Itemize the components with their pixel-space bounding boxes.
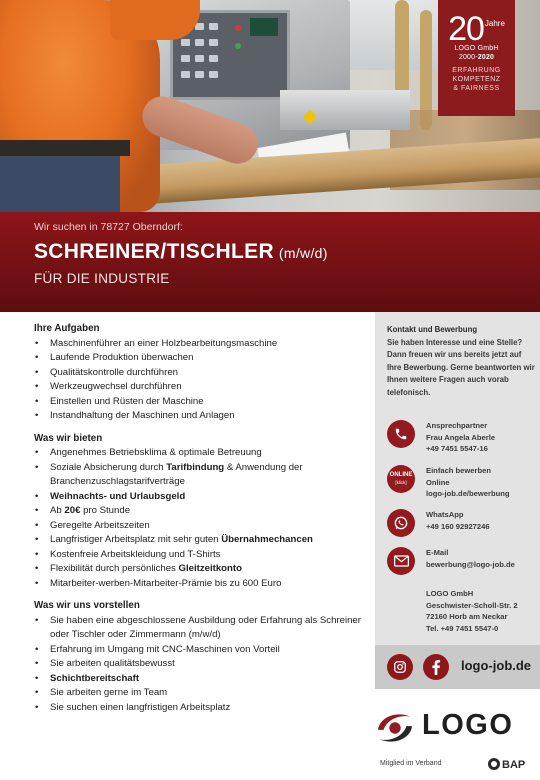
- list-item: • Weihnachts- und Urlaubsgeld: [34, 490, 364, 505]
- anniversary-number: 20: [448, 10, 484, 48]
- address-company: LOGO GmbH: [426, 589, 474, 598]
- list-item: • Maschinenführer an einer Holzbearbeitungsmaschine: [34, 337, 364, 352]
- list-item: • Sie haben eine abgeschlossene Ausbildung oder Erfahrung als Schreiner oder Tischler oder Zimmermann (m/w/d): [34, 614, 364, 643]
- list-item: • Erfahrung im Umgang mit CNC-Maschinen von Vorteil: [34, 643, 364, 658]
- list-item: • Werkzeugwechsel durchführen: [34, 380, 364, 395]
- job-subtitle: FÜR DIE INDUSTRIE: [34, 271, 170, 286]
- anniversary-company: LOGO GmbH: [454, 45, 499, 52]
- address-city: 72160 Horb am Neckar: [426, 612, 508, 621]
- whatsapp-icon: [387, 509, 415, 537]
- list-item: • Kostenfreie Arbeitskleidung und T-Shirts: [34, 548, 364, 563]
- list-item: • Langfristiger Arbeitsplatz mit sehr guten Übernahmechancen: [34, 533, 364, 548]
- anniversary-jahre: Jahre: [484, 19, 505, 28]
- mail-icon: [387, 547, 415, 575]
- contact-intro-text: Sie haben Interesse und eine Stelle? Dann freuen wir uns bereits jetzt auf Ihre Bewerbung. Gerne beantworten wir Ihnen weitere Fragen auch vorab telefonisch.: [387, 337, 535, 397]
- list-item: • Soziale Absicherung durch Tarifbindung & Anwendung der Branchenzuschlagstarifverträge: [34, 461, 364, 490]
- contact-phone[interactable]: +49 7451 5547-16: [426, 444, 488, 453]
- contact-sidebar: [375, 312, 540, 656]
- online-link[interactable]: logo-job.de/bewerbung: [426, 489, 510, 498]
- online-label: Einfach bewerben: [426, 466, 491, 475]
- email-label: E-Mail: [426, 548, 449, 557]
- list-item: • Flexibilität durch persönliches Gleitzeitkonto: [34, 562, 364, 577]
- list-item: • Schichtbereitschaft: [34, 672, 364, 687]
- contact-email[interactable]: [387, 547, 537, 579]
- anniversary-value-3: & FAIRNESS: [453, 85, 500, 92]
- contact-intro-heading: Kontakt und Bewerbung: [387, 325, 478, 334]
- list-item: • Mitarbeiter-werben-Mitarbeiter-Prämie bis zu 600 Euro: [34, 577, 364, 592]
- section-heading-aufgaben: Ihre Aufgaben: [34, 323, 100, 334]
- job-description: [34, 320, 364, 715]
- address-street: Geschwister-Scholl-Str. 2: [426, 600, 518, 610]
- online-label-2: Online: [426, 477, 450, 487]
- aufgaben-list: [34, 337, 364, 424]
- company-logo: [376, 705, 536, 749]
- location-kicker: Wir suchen in 78727 Oberndorf:: [34, 221, 183, 233]
- contact-online[interactable]: [387, 465, 537, 497]
- list-item: • Sie suchen einen langfristigen Arbeitsplatz: [34, 701, 364, 716]
- anniversary-value-2: KOMPETENZ: [452, 76, 501, 83]
- company-address: [426, 588, 538, 634]
- contact-person[interactable]: [387, 420, 537, 452]
- list-item: • Qualitätskontrolle durchführen: [34, 366, 364, 381]
- contact-label: Ansprechpartner: [426, 421, 488, 430]
- list-item: • Einstellen und Rüsten der Maschine: [34, 395, 364, 410]
- worker-sleeve: [110, 0, 200, 40]
- list-item: • Sie arbeiten qualitätsbewusst: [34, 657, 364, 672]
- list-item: • Ab 20€ pro Stunde: [34, 504, 364, 519]
- whatsapp-label: WhatsApp: [426, 510, 464, 519]
- facebook-icon[interactable]: [423, 654, 449, 680]
- section-heading-bieten: Was wir bieten: [34, 432, 103, 444]
- bap-logo: BAP: [488, 758, 525, 771]
- instagram-icon[interactable]: [387, 654, 413, 680]
- member-note: Mitglied im Verband: [380, 760, 442, 767]
- anniversary-years: 2000-2020: [458, 54, 495, 61]
- bieten-list: [34, 446, 364, 591]
- contact-name: Frau Angela Aberle: [426, 432, 496, 442]
- list-item: • Instandhaltung der Maschinen und Anlagen: [34, 409, 364, 424]
- machine-beam: [280, 90, 410, 130]
- worker-jeans: [0, 156, 120, 212]
- online-icon: ONLINE [klick]: [387, 465, 415, 493]
- anniversary-badge: [438, 0, 515, 116]
- phone-icon: [387, 420, 415, 448]
- bap-mark-icon: [488, 758, 500, 770]
- list-item: • Geregelte Arbeitszeiten: [34, 519, 364, 534]
- social-bar: [375, 645, 540, 689]
- address-phone[interactable]: Tel. +49 7451 5547-0: [426, 623, 499, 633]
- logo-swoosh-icon: [376, 709, 414, 747]
- job-title: SCHREINER/TISCHLER (m/w/d): [34, 240, 328, 263]
- contact-intro: [387, 324, 535, 399]
- anniversary-value-1: ERFAHRUNG: [452, 67, 501, 74]
- vorstellen-list: [34, 614, 364, 716]
- list-item: • Laufende Produktion überwachen: [34, 351, 364, 366]
- list-item: • Sie arbeiten gerne im Team: [34, 686, 364, 701]
- job-title-suffix: (m/w/d): [278, 245, 328, 261]
- email-address[interactable]: bewerbung@logo-job.de: [426, 559, 515, 569]
- worker-belt: [0, 140, 130, 156]
- logo-wordmark: LOGO: [422, 709, 514, 741]
- list-item: • Angenehmes Betriebsklima & optimale Betreuung: [34, 446, 364, 461]
- contact-whatsapp[interactable]: [387, 509, 537, 541]
- machine-display: [250, 18, 278, 36]
- title-band: [0, 212, 540, 312]
- section-heading-vorstellen: Was wir uns vorstellen: [34, 600, 140, 611]
- whatsapp-number[interactable]: +49 160 92927246: [426, 521, 490, 531]
- website-link[interactable]: logo-job.de: [461, 658, 532, 673]
